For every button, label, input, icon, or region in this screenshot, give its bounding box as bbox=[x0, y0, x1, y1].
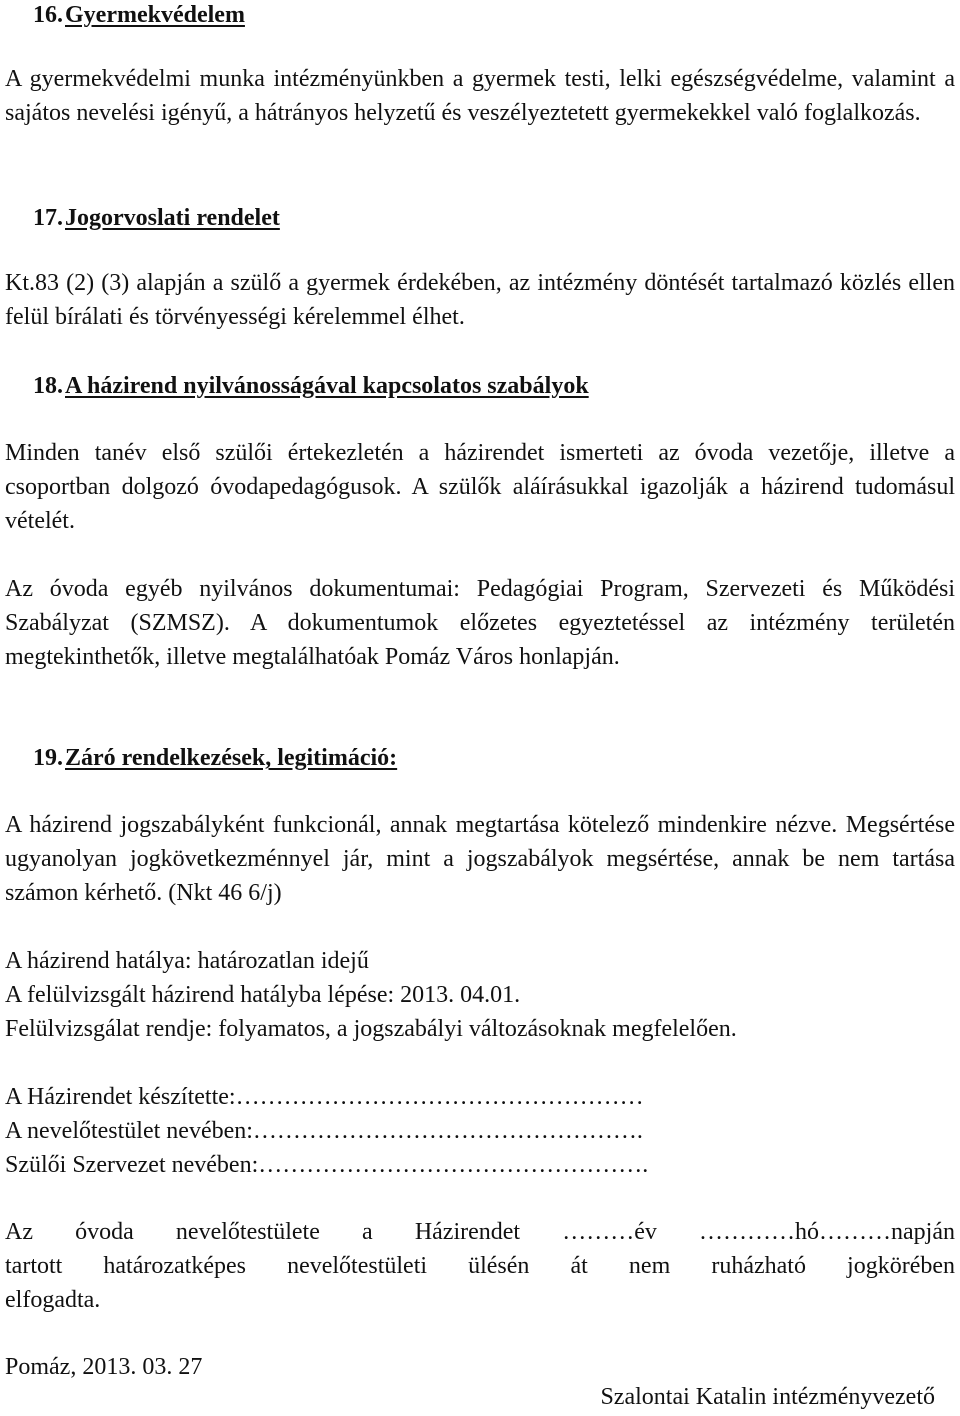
prepared-by-line: A Házirendet készítette:…………………………………………… bbox=[5, 1084, 644, 1110]
section-title: Záró rendelkezések, legitimáció: bbox=[65, 745, 398, 771]
section-number: 18. bbox=[33, 373, 63, 399]
staff-signature-line: A nevelőtestület nevében:…………………………………………. bbox=[5, 1118, 643, 1144]
signatory: Szalontai Katalin intézményvezető bbox=[600, 1384, 935, 1410]
section-heading-19 bbox=[33, 743, 397, 773]
place-date: Pomáz, 2013. 03. 27 bbox=[5, 1354, 203, 1380]
section-17-body: Kt.83 (2) (3) alapján a szülő a gyermek érdekében, az intézmény döntését tartalmazó közlés ellen felül bírálati és törvényességi kérelemmel élhet. bbox=[5, 270, 955, 330]
section-heading-17 bbox=[33, 203, 280, 233]
section-heading-16 bbox=[33, 0, 245, 30]
section-18-paragraph-1: Minden tanév első szülői értekezletén a házirendet ismerteti az óvoda vezetője, illetve a csoportban dolgozó óvodapedagógusok. A szülők aláírásukkal igazolják a házirend tudomásul vételét. bbox=[5, 440, 955, 534]
section-number: 17. bbox=[33, 205, 63, 231]
section-title: A házirend nyilvánosságával kapcsolatos szabályok bbox=[65, 373, 589, 399]
section-18-paragraph-2: Az óvoda egyéb nyilvános dokumentumai: Pedagógiai Program, Szervezeti és Működési Szabályzat (SZMSZ). A dokumentumok előzetes egyeztetéssel az intézmény területén megtekinthetők, illetve megtalálhatóak Pomáz Város honlapján. bbox=[5, 576, 955, 670]
adoption-line-3: elfogadta. bbox=[5, 1287, 101, 1313]
validity-line-1: A házirend hatálya: határozatlan idejű bbox=[5, 948, 369, 974]
section-number: 16. bbox=[33, 2, 63, 28]
section-number: 19. bbox=[33, 745, 63, 771]
section-heading-18 bbox=[33, 371, 589, 401]
section-title: Gyermekvédelem bbox=[65, 2, 245, 28]
section-title: Jogorvoslati rendelet bbox=[65, 205, 280, 231]
parents-signature-line: Szülői Szervezet nevében:…………………………………………. bbox=[5, 1152, 649, 1178]
adoption-line-2: tartott határozatképes nevelőtestületi ülésén át nem ruházható jogkörében bbox=[5, 1253, 955, 1279]
section-16-body: A gyermekvédelmi munka intézményünkben a gyermek testi, lelki egészségvédelme, valamint a sajátos nevelési igényű, a hátrányos helyzetű és veszélyeztetett gyermekekkel való foglalkozás. bbox=[5, 66, 955, 126]
section-19-body: A házirend jogszabályként funkcionál, annak megtartása kötelező mindenkire nézve. Megsértése ugyanolyan jogkövetkezménnyel jár, mint a jogszabályok megsértése, annak be nem tartása számon kérhető. (Nkt 46 6/j) bbox=[5, 812, 955, 906]
adoption-line-1: Az óvoda nevelőtestülete a Házirendet ………év …………hó………napján bbox=[5, 1219, 955, 1245]
validity-line-3: Felülvizsgálat rendje: folyamatos, a jogszabályi változásoknak megfelelően. bbox=[5, 1016, 737, 1042]
validity-line-2: A felülvizsgált házirend hatályba lépése: 2013. 04.01. bbox=[5, 982, 521, 1008]
